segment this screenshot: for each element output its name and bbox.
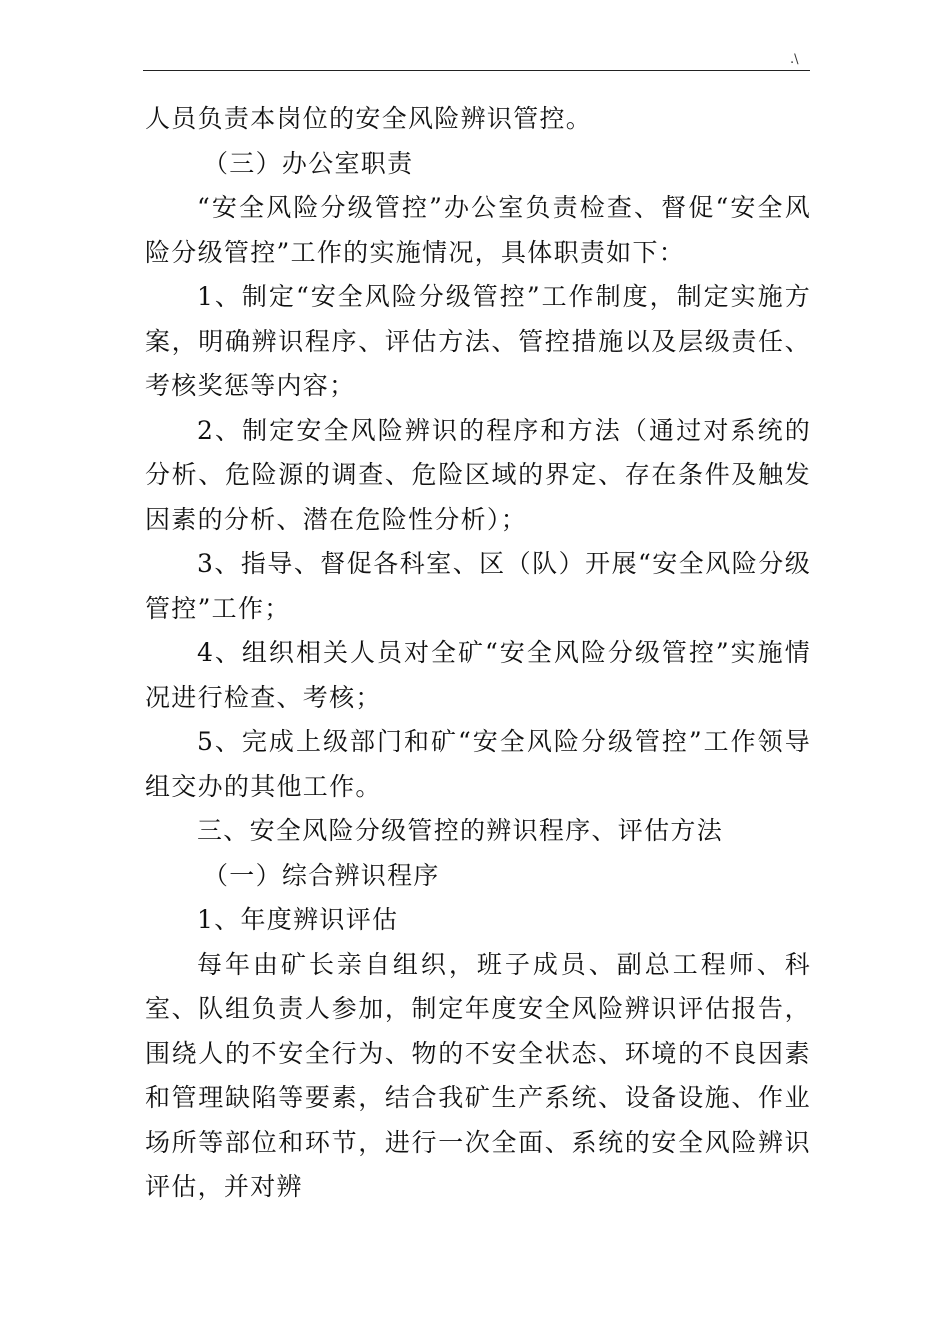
subheading-office-duties: （三）办公室职责 (203, 148, 414, 178)
document-body (145, 97, 811, 1210)
header-mark: .\ (790, 52, 799, 67)
list-item-duty-3: 3、指导、督促各科室、区（队）开展“安全风险分级管控”工作； (145, 549, 811, 623)
list-item-duty-1: 1、制定“安全风险分级管控”工作制度，制定实施方案，明确辨识程序、评估方法、管控措施以及层级责任、考核奖惩等内容； (145, 282, 811, 400)
section-heading-3: 三、安全风险分级管控的辨识程序、评估方法 (197, 816, 724, 845)
list-item-duty-5: 5、完成上级部门和矿“安全风险分级管控”工作领导组交办的其他工作。 (145, 727, 811, 801)
header-rule (143, 70, 810, 71)
paragraph-office-intro: “安全风险分级管控”办公室负责检查、督促“安全风险分级管控”工作的实施情况，具体职责如下： (145, 193, 811, 267)
list-item-duty-2: 2、制定安全风险辨识的程序和方法（通过对系统的分析、危险源的调查、危险区域的界定、存在条件及触发因素的分析、潜在危险性分析）； (145, 415, 811, 534)
subheading-identification-procedure: （一）综合辨识程序 (203, 860, 440, 890)
list-item-duty-4: 4、组织相关人员对全矿“安全风险分级管控”实施情况进行检查、考核； (145, 638, 811, 712)
paragraph-continuation: 人员负责本岗位的安全风险辨识管控。 (145, 104, 593, 133)
paragraph-annual-assessment: 每年由矿长亲自组织，班子成员、副总工程师、科室、队组负责人参加，制定年度安全风险辨识评估报告，围绕人的不安全行为、物的不安全状态、环境的不良因素和管理缺陷等要素，结合我矿生产系统、设备设施、作业场所等部位和环节，进行一次全面、系统的安全风险辨识评估，并对辨 (145, 949, 811, 1201)
subsubheading-annual-assessment: 1、年度辨识评估 (197, 905, 399, 934)
